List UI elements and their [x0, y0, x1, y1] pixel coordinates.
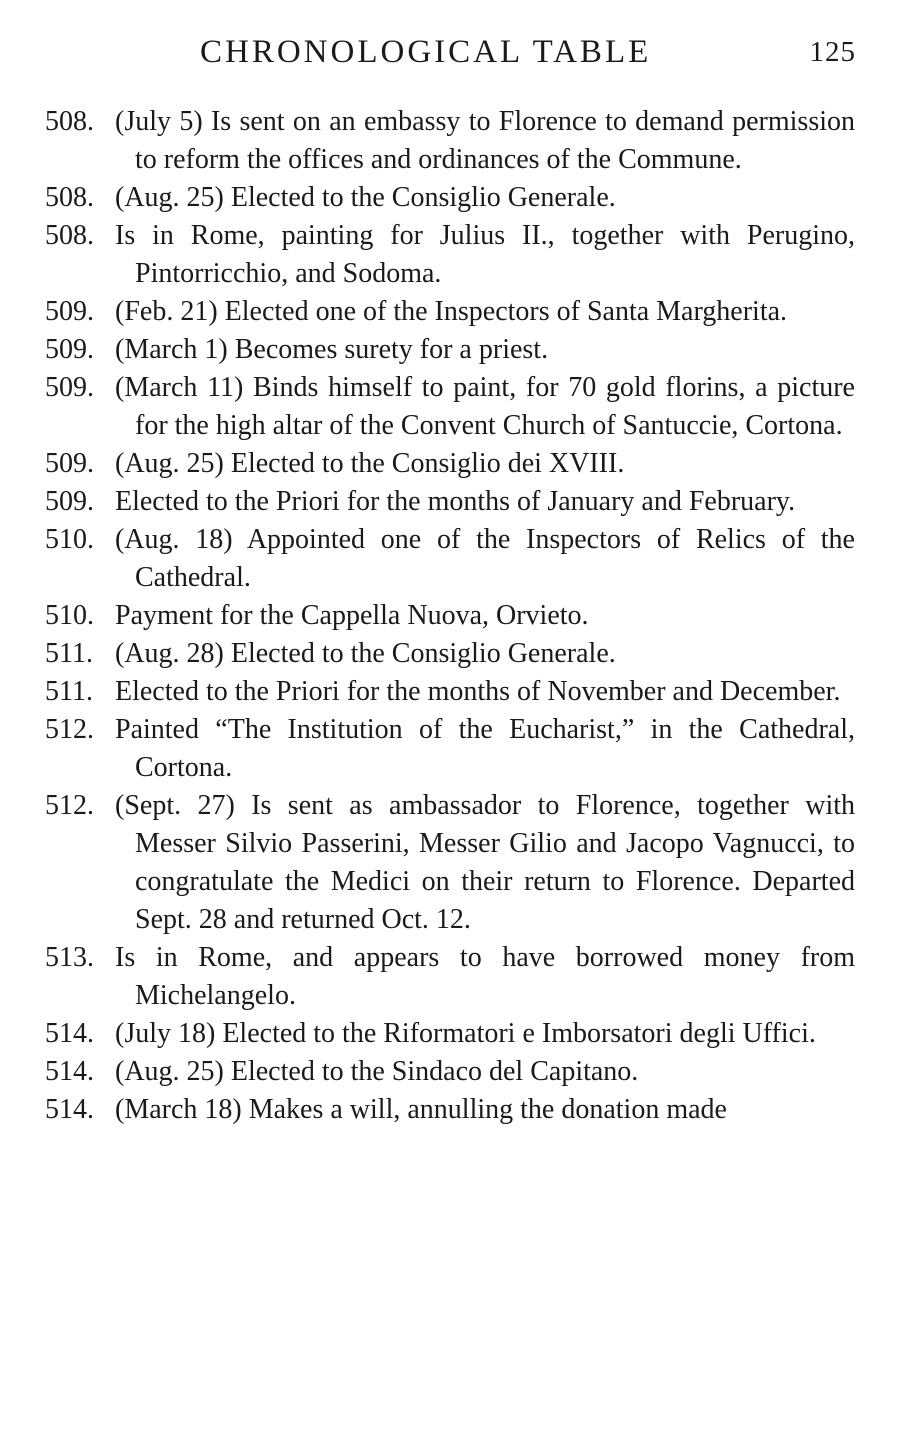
- entry-year: 509.: [45, 372, 94, 403]
- entry-year: 512.: [45, 790, 94, 821]
- chronology-entry: [45, 1091, 855, 1129]
- running-title: CHRONOLOGICAL TABLE: [200, 34, 652, 70]
- chronology-entry: [45, 521, 855, 597]
- chronology-entry: [45, 1053, 855, 1091]
- entry-text: (Aug. 28) Elected to the Consiglio Generale.: [115, 638, 616, 669]
- entry-text: (Aug. 25) Elected to the Consiglio Generale.: [115, 182, 616, 213]
- chronology-entry: [45, 635, 855, 673]
- chronology-entry: [45, 787, 855, 939]
- chronology-entry: [45, 217, 855, 293]
- entry-text: (March 1) Becomes surety for a priest.: [115, 334, 549, 365]
- entry-year: 509.: [45, 486, 94, 517]
- entry-year: 510.: [45, 600, 94, 631]
- entry-year: 508.: [45, 220, 94, 251]
- entry-year: 511.: [45, 638, 93, 669]
- page-header: [0, 30, 900, 78]
- entry-text: Painted “The Institution of the Eucharist,” in the Cathedral, Cortona.: [115, 714, 855, 783]
- entry-year: 509.: [45, 334, 94, 365]
- chronology-entry: [45, 103, 855, 179]
- chronology-entry: [45, 673, 855, 711]
- entry-text: Elected to the Priori for the months of November and December.: [115, 676, 841, 707]
- entry-year: 508.: [45, 106, 94, 137]
- entry-year: 511.: [45, 676, 93, 707]
- entry-year: 514.: [45, 1018, 94, 1049]
- chronology-entry: [45, 483, 855, 521]
- entry-text: (Aug. 18) Appointed one of the Inspectors of Relics of the Cathedral.: [115, 524, 855, 593]
- entry-text: (Feb. 21) Elected one of the Inspectors of Santa Margherita.: [115, 296, 788, 327]
- entry-text: (Aug. 25) Elected to the Sindaco del Capitano.: [115, 1056, 639, 1087]
- chronology-entry: [45, 597, 855, 635]
- entry-year: 509.: [45, 448, 94, 479]
- entry-text: (Aug. 25) Elected to the Consiglio dei XVIII.: [115, 448, 625, 479]
- chronology-entry: [45, 1015, 855, 1053]
- entry-text: (March 18) Makes a will, annulling the donation made: [115, 1094, 727, 1125]
- chronology-entry: [45, 369, 855, 445]
- chronology-list: [45, 103, 855, 1129]
- entry-year: 509.: [45, 296, 94, 327]
- entry-text: (March 11) Binds himself to paint, for 70 gold florins, a picture for the high altar of the Convent Church of Santuccie, Cortona.: [115, 372, 855, 441]
- entry-year: 512.: [45, 714, 94, 745]
- entry-text: Payment for the Cappella Nuova, Orvieto.: [115, 600, 589, 631]
- chronology-entry: [45, 711, 855, 787]
- page-number: 125: [809, 36, 856, 68]
- chronology-entry: [45, 293, 855, 331]
- entry-text: Is in Rome, painting for Julius II., together with Perugino, Pintorricchio, and Sodoma.: [115, 220, 855, 289]
- entry-year: 514.: [45, 1056, 94, 1087]
- entry-text: (Sept. 27) Is sent as ambassador to Florence, together with Messer Silvio Passerini, Messer Gilio and Jacopo Vagnucci, to congratulate the Medici on their return to Florence. Departed Sept. 28 and returned Oct. 12.: [115, 790, 855, 935]
- entry-text: Elected to the Priori for the months of January and February.: [115, 486, 796, 517]
- chronology-entry: [45, 331, 855, 369]
- entry-year: 508.: [45, 182, 94, 213]
- entry-year: 513.: [45, 942, 94, 973]
- entry-text: (July 5) Is sent on an embassy to Florence to demand permission to reform the offices and ordinances of the Commune.: [115, 106, 855, 175]
- chronology-entry: [45, 939, 855, 1015]
- chronology-entry: [45, 445, 855, 483]
- entry-text: Is in Rome, and appears to have borrowed money from Michelangelo.: [115, 942, 855, 1011]
- chronology-entry: [45, 179, 855, 217]
- entry-year: 510.: [45, 524, 94, 555]
- entry-text: (July 18) Elected to the Riformatori e Imborsatori degli Uffici.: [115, 1018, 816, 1049]
- entry-year: 514.: [45, 1094, 94, 1125]
